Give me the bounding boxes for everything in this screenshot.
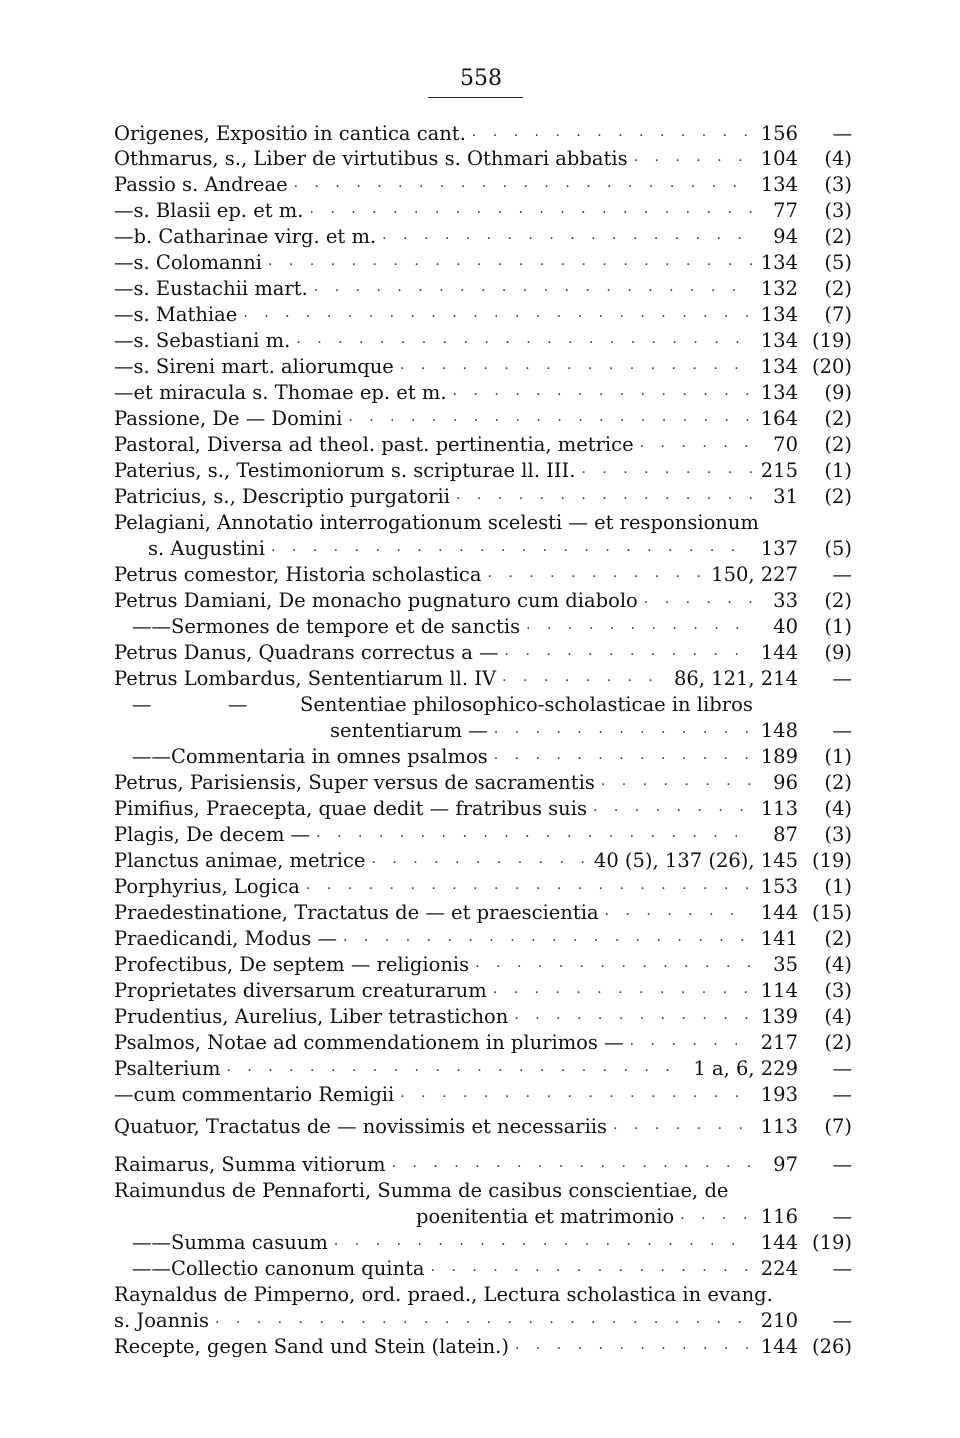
entry-page: 144 [760,641,798,664]
entry-title: s. Sebastiani m. [133,329,291,352]
entry-number: (26) [811,1335,852,1358]
entry-page: 114 [760,979,798,1002]
entry-title: Profectibus, De septem — religionis [114,953,470,976]
index-entry [114,1056,852,1082]
entry-number: — [832,1153,852,1176]
leader-dots [475,954,752,980]
entry-title: Petrus Damiani, De monacho pugnaturo cum diabolo [114,589,638,612]
leader-dots [334,1232,752,1258]
leader-dots [514,1006,752,1032]
entry-number: (3) [824,199,852,222]
entry-page: 134 [760,303,798,326]
entry-page: 141 [760,927,798,950]
entry-page: 134 [760,173,798,196]
leader-dots [382,226,752,252]
entry-number: (19) [811,1231,852,1254]
index-entry [114,276,852,302]
entry-page: 144 [760,1335,798,1358]
index-entry [114,198,852,224]
leader-dots [593,798,752,824]
ditto-dash: — [151,1231,171,1254]
ditto-dash: — [151,615,171,638]
entry-title: Pastoral, Diversa ad theol. past. pertinentia, metrice [114,433,634,456]
entry-page: 132 [760,277,798,300]
entry-number: — [832,1205,852,1228]
index-entry [114,250,852,276]
leader-dots [494,746,752,772]
entry-number: (9) [824,381,852,404]
leader-dots [640,434,752,460]
entry-number: (3) [824,173,852,196]
index-entry [114,978,852,1004]
entry-title: Patricius, s., Descriptio purgatorii [114,485,450,508]
entry-title: Psalmos, Notae ad commendationem in plurimos — [114,1031,624,1054]
entry-title: Recepte, gegen Sand und Stein (latein.) [114,1335,509,1358]
index-entry [114,926,852,952]
entry-title: Raimundus de Pennaforti, Summa de casibus conscientiae, de [114,1179,729,1202]
index-entry [114,172,852,198]
index-entry [114,874,852,900]
leader-dots [226,1058,687,1084]
entry-title: Petrus, Parisiensis, Super versus de sacramentis [114,771,595,794]
ditto-dash: — [132,1231,152,1254]
entry-page: 113 [760,1115,798,1138]
entry-page: 33 [773,589,798,612]
leader-dots [605,902,752,928]
page-number: 558 [460,66,502,91]
entry-number: (2) [824,1031,852,1054]
leader-dots [371,850,587,876]
leader-dots [502,668,668,694]
ditto-dash: — [114,381,134,404]
entry-number: (19) [811,849,852,872]
index-entry [416,1204,852,1230]
index-entry [114,484,852,510]
entry-title: Petrus Lombardus, Sententiarum ll. IV [114,667,497,690]
entry-page: 134 [760,251,798,274]
index-entry [132,614,852,640]
index-entry [114,1334,852,1360]
ditto-dash: — [114,251,134,274]
leader-dots [271,538,752,564]
leader-dots [453,382,752,408]
leader-dots [456,486,752,512]
leader-dots [526,616,752,642]
leader-dots [268,252,752,278]
entry-number: (7) [824,303,852,326]
entry-title: Porphyrius, Logica [114,875,300,898]
index-entry [114,146,852,172]
leader-dots [392,1154,752,1180]
ditto-dash: — [114,329,134,352]
ditto-dash: — [114,303,134,326]
entry-page: 77 [773,199,798,222]
index-entry [114,848,852,874]
index-entry [148,536,852,562]
entry-number: (2) [824,771,852,794]
leader-dots [680,1206,752,1232]
entry-title: et miracula s. Thomae ep. et m. [133,381,447,404]
entry-page: 224 [760,1257,798,1280]
index-entry [114,666,852,692]
entry-title: sententiarum — [330,719,488,742]
leader-dots [634,148,752,174]
index-entry [114,458,852,484]
entry-page: 144 [760,901,798,924]
entry-page: 40 (5), 137 (26), 145 [593,849,798,872]
entry-title: s. Joannis [114,1309,209,1332]
entry-title: Paterius, s., Testimoniorum s. scripturae ll. III. [114,459,576,482]
entry-title: s. Colomanni [133,251,263,274]
entry-title: Quatuor, Tractatus de — novissimis et necessariis [114,1115,608,1138]
entry-title: Psalterium [114,1057,221,1080]
entry-number: (2) [824,485,852,508]
index-entry [114,900,852,926]
entry-title: Sermones de tempore et de sanctis [171,615,521,638]
leader-dots [493,980,752,1006]
entry-title: b. Catharinae virg. et m. [133,225,377,248]
entry-title: Raynaldus de Pimperno, ord. praed., Lectura scholastica in evang. [114,1283,773,1306]
leader-dots [601,772,752,798]
entry-number: (4) [824,147,852,170]
ditto-dash: — [114,355,134,378]
entry-title: Planctus animae, metrice [114,849,366,872]
leader-dots [306,876,752,902]
entry-number: (2) [824,433,852,456]
index-entry [114,1178,852,1204]
entry-title: Commentaria in omnes psalmos [171,745,488,768]
leader-dots [314,278,752,304]
entry-title: Petrus Danus, Quadrans correctus a — [114,641,499,664]
entry-number: (1) [824,875,852,898]
entry-number: (2) [824,927,852,950]
entry-number: — [832,1309,852,1332]
entry-title: Othmarus, s., Liber de virtutibus s. Othmari abbatis [114,147,628,170]
index-entry [114,1282,852,1308]
index-entry [114,562,852,588]
entry-page: 217 [760,1031,798,1054]
entry-page: 139 [760,1005,798,1028]
leader-dots [494,720,752,746]
entry-number: (5) [824,537,852,560]
leader-dots [515,1336,752,1362]
entry-page: 134 [760,329,798,352]
index-entry [114,1082,852,1108]
index-entry [114,302,852,328]
leader-dots [316,824,752,850]
entry-title: Sententiae philosophico-scholasticae in libros [300,693,753,716]
index-entry [114,432,852,458]
entry-title: s. Sireni mart. aliorumque [133,355,394,378]
entry-page: 150, 227 [711,563,798,586]
entry-page: 189 [760,745,798,768]
leader-dots [348,408,752,434]
entry-number: — [832,563,852,586]
leader-dots [630,1032,752,1058]
entry-page: 40 [773,615,798,638]
leader-dots [296,330,752,356]
index-entry [114,1004,852,1030]
entry-number: (7) [824,1115,852,1138]
entry-page: 97 [773,1153,798,1176]
entry-page: 137 [760,537,798,560]
entry-title: s. Mathiae [133,303,238,326]
entry-number: (2) [824,277,852,300]
index-entry [114,588,852,614]
ditto-dash: — [114,1083,134,1106]
entry-page: 1 a, 6, 229 [693,1057,798,1080]
entry-page: 148 [760,719,798,742]
leader-dots [431,1258,752,1284]
entry-title: Petrus comestor, Historia scholastica [114,563,482,586]
entry-title: Proprietates diversarum creaturarum [114,979,487,1002]
entry-number: (2) [824,407,852,430]
entry-page: 210 [760,1309,798,1332]
entry-number: — [832,1057,852,1080]
leader-dots [613,1116,752,1142]
entry-page: 116 [760,1205,798,1228]
entry-page: 215 [760,459,798,482]
index-entry [114,822,852,848]
entry-number: (1) [824,615,852,638]
entry-page: 70 [773,433,798,456]
entry-title: s. Augustini [148,537,265,560]
entry-title: s. Eustachii mart. [133,277,308,300]
ditto-dash: — [114,277,134,300]
entry-page: 153 [760,875,798,898]
entry-number: (2) [824,589,852,612]
leader-dots [505,642,752,668]
leader-dots [581,460,752,486]
leader-dots [644,590,752,616]
entry-number: (15) [811,901,852,924]
index-entry [114,1114,852,1140]
entry-title: Summa casuum [171,1231,328,1254]
entry-number: (2) [824,225,852,248]
leader-dots [243,304,752,330]
entry-number: (5) [824,251,852,274]
index-entry [132,1256,852,1282]
entry-page: 35 [773,953,798,976]
ditto-dash: — [132,615,152,638]
entry-number: (20) [811,355,852,378]
entry-number: (3) [824,979,852,1002]
entry-title: Collectio canonum quinta [171,1257,425,1280]
index-entry [114,224,852,250]
ditto-dash: — [132,693,152,716]
entry-title: Prudentius, Aurelius, Liber tetrastichon [114,1005,509,1028]
ditto-dash: — [151,1257,171,1280]
index-entry [114,121,852,147]
entry-title: Raimarus, Summa vitiorum [114,1153,386,1176]
entry-number: (4) [824,1005,852,1028]
entry-page: 144 [760,1231,798,1254]
index-entry [114,1030,852,1056]
page-number-rule [428,97,523,98]
entry-page: 113 [760,797,798,820]
leader-dots [309,200,752,226]
entry-number: — [832,667,852,690]
ditto-dash: — [114,199,134,222]
entry-page: 31 [773,485,798,508]
index-entry [114,510,852,536]
leader-dots [400,1084,752,1110]
index-entry [132,692,852,718]
ditto-dash: — [132,1257,152,1280]
leader-dots [487,564,705,590]
entry-page: 134 [760,355,798,378]
leader-dots [400,356,752,382]
entry-page: 164 [760,407,798,430]
index-entry [132,1230,852,1256]
entry-page: 96 [773,771,798,794]
entry-number: (3) [824,823,852,846]
leader-dots [215,1310,752,1336]
index-entry [114,1152,852,1178]
entry-title: s. Blasii ep. et m. [133,199,304,222]
entry-number: (4) [824,953,852,976]
entry-number: (19) [811,329,852,352]
ditto-dash: — [151,745,171,768]
entry-number: (4) [824,797,852,820]
entry-title: Pimifius, Praecepta, quae dedit — fratribus suis [114,797,587,820]
entry-title: Origenes, Expositio in cantica cant. [114,122,466,145]
entry-number: (1) [824,459,852,482]
leader-dots [343,928,752,954]
ditto-dash: — [132,745,152,768]
entry-page: 193 [760,1083,798,1106]
index-entry [114,1308,852,1334]
index-entry [114,406,852,432]
index-entry [114,770,852,796]
entry-number: — [832,1257,852,1280]
entry-title: Pelagiani, Annotatio interrogationum scelesti — et responsionum [114,511,759,534]
index-entry [114,380,852,406]
entry-number: — [832,122,852,145]
entry-number: — [832,1083,852,1106]
entry-title: cum commentario Remigii [133,1083,395,1106]
entry-title: Praedestinatione, Tractatus de — et praescientia [114,901,599,924]
entry-page: 134 [760,381,798,404]
index-entry [114,354,852,380]
index-entry [114,796,852,822]
index-entry [114,328,852,354]
entry-page: 86, 121, 214 [673,667,798,690]
index-entry [132,744,852,770]
entry-title: Praedicandi, Modus — [114,927,338,950]
index-entry [114,640,852,666]
entry-title: poenitentia et matrimonio [416,1205,675,1228]
entry-page: 94 [773,225,798,248]
entry-title: Passio s. Andreae [114,173,288,196]
entry-page: 156 [760,122,798,145]
ditto-dash: — [114,225,134,248]
entry-number: (1) [824,745,852,768]
entry-title: Passione, De — Domini [114,407,343,430]
entry-page: 104 [760,147,798,170]
index-entry [114,952,852,978]
entry-page: 87 [773,823,798,846]
leader-dots [294,174,752,200]
index-entry [330,718,852,744]
ditto-dash: — [228,693,248,716]
entry-title: Plagis, De decem — [114,823,311,846]
entry-number: (9) [824,641,852,664]
entry-number: — [832,719,852,742]
